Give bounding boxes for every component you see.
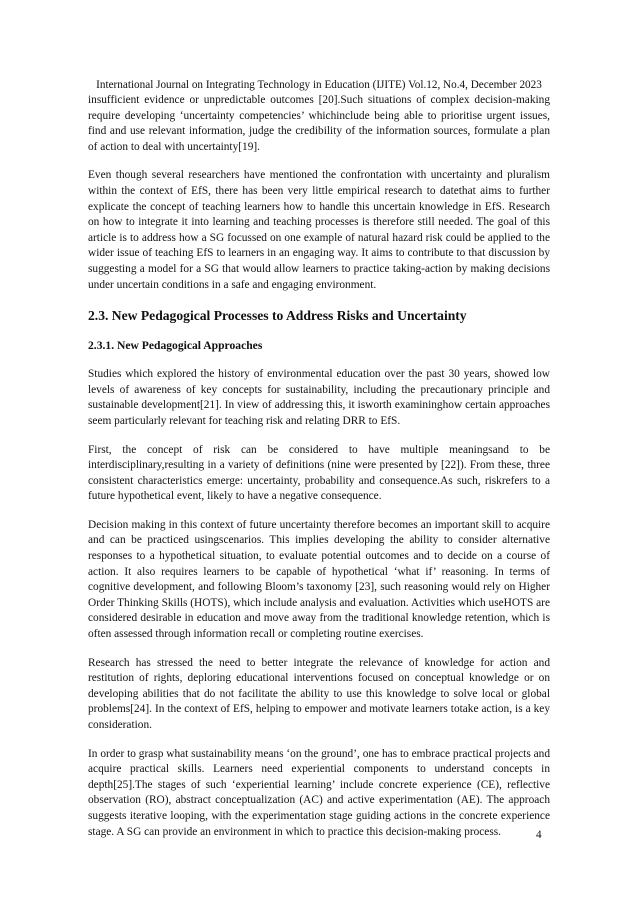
article-body (88, 93, 550, 853)
paragraph-experiential-learning: In order to grasp what sustainability means ‘on the ground’, one has to embrace practical projects and acquire practical skills. Learners need experiential components to understand concepts in depth[25].The stages of such ‘experiential learning’ include concrete experience (CE), reflective observation (RO), abstract conceptualization (AC) and active experimentation (AE). The approach suggests iterative looping, with the experimentation stage guiding actions in the concrete experience stage. A SG can provide an environment in which to practice this decision-making process. (88, 747, 550, 838)
paragraph-environmental-education: Studies which explored the history of environmental education over the past 30 years, showed low levels of awareness of key concepts for sustainability, including the precautionary principle and sustainable development[21]. In view of addressing this, it isworth examininghow certain approaches seem particularly relevant for teaching risk and relating DRR to EfS. (88, 368, 550, 427)
section-heading: 2.3. New Pedagogical Processes to Address Risks and Uncertainty (88, 308, 467, 324)
subsection-heading: 2.3.1. New Pedagogical Approaches (88, 339, 263, 353)
paragraph-decision-making: Decision making in this context of future uncertainty therefore becomes an important skill to acquire and can be practiced usingscenarios. This implies developing the ability to consider alternative responses to a hypothetical situation, to evaluate potential outcomes and to decide on a course of action. It also requires learners to be capable of hypothetical ‘what if’ reasoning. In terms of cognitive development, and following Bloom’s taxonomy [23], such reasoning would rely on Higher Order Thinking Skills (HOTS), which include analysis and evaluation. Activities which useHOTS are considered desirable in education and move away from the traditional knowledge retention, which is often assessed through information recall or completing routine exercises. (88, 518, 550, 641)
paragraph-uncertainty-competencies: insufficient evidence or unpredictable outcomes [20].Such situations of complex decision-making require developing ‘uncertainty competencies’ whichinclude being able to prioritise urgent issues, find and use relevant information, judge the credibility of the information sources, formulate a plan of action to deal with uncertainty[19]. (88, 94, 550, 153)
paragraph-knowledge-for-action: Research has stressed the need to better integrate the relevance of knowledge for action and restitution of rights, deploring educational interventions focused on conceptual knowledge or on developing abilities that do not facilitate the ability to use this knowledge to solve local or global problems[24]. In the context of EfS, helping to empower and motivate learners totake action, is a key consideration. (88, 656, 550, 731)
running-header: International Journal on Integrating Technology in Education (IJITE) Vol.12, No.4, December 2023 (96, 79, 542, 91)
paragraph-article-goal: Even though several researchers have mentioned the confrontation with uncertainty and pluralism within the context of EfS, there has been very little empirical research to datethat aims to further explicate the concept of teaching learners how to handle this uncertain knowledge in EfS. Research on how to integrate it into learning and teaching processes is therefore still needed. The goal of this article is to address how a SG focussed on one example of natural hazard risk could be applied to the wider issue of teaching EfS to learners in an engaging way. It aims to contribute to that discussion by suggesting a model for a SG that would allow learners to practice taking-action by making decisions under uncertain conditions in a safe and engaging environment. (88, 169, 550, 291)
paragraph-concept-of-risk: First, the concept of risk can be considered to have multiple meaningsand to be interdisciplinary,resulting in a variety of definitions (nine were presented by [22]). From these, three consistent characteristics emerge: uncertainty, probability and consequence.As such, riskrefers to a future hypothetical event, likely to have a negative consequence. (88, 443, 550, 503)
page-number: 4 (536, 829, 542, 841)
